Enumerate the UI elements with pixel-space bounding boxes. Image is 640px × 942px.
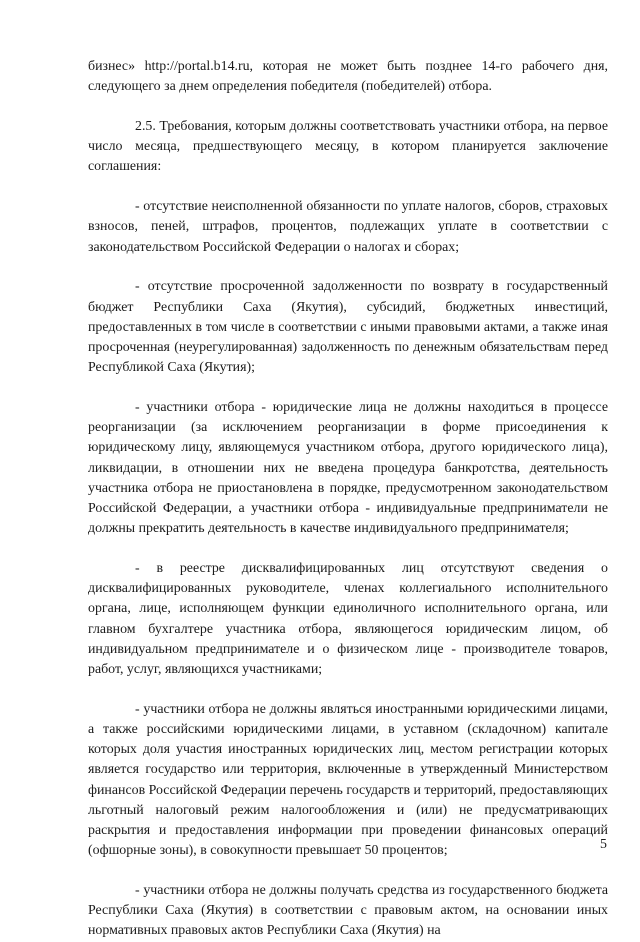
paragraph-overdue-debt: - отсутствие просроченной задолженности по возврату в государственный бюджет Республики Саха (Якутия), субсидий, бюджетных инвестиций, предоставленных в том числе в соответствии с иными правовыми актами, а также иная просроченная (неурегулированная) задолженность по денежным обязательствам перед Республикой Саха (Якутия); [88,279,608,376]
paragraph-foreign-entities: - участники отбора не должны являться иностранными юридическими лицами, а также российскими юридическими лицами, в уставном (складочном) капитале которых доля участия иностранных юридических лиц, местом регистрации которых является государство или территория, включенные в утвержденный Министерством финансов Российской Федерации перечень государств и территорий, предоставляющих льготный налоговый режим налогообложения и (или) не предусматривающих раскрытия и предоставления информации при проведении финансовых операций (офшорные зоны), в совокупности превышает 50 процентов; [88,701,609,859]
paragraph-disqualified-registry: - в реестре дисквалифицированных лиц отсутствуют сведения о дисквалифицированных руководителе, членах коллегиального исполнительного органа, лице, исполняющем функции единоличного исполнительного органа, или главном бухгалтере участника отбора, являющегося юридическим лицом, об индивидуальном предпринимателе и о физическом лице - производителе товаров, работ, услуг, являющихся участниками; [88,561,608,678]
document-body [88,57,608,942]
paragraph-section-2-5: 2.5. Требования, которым должны соответствовать участники отбора, на первое число месяца, предшествующего месяцу, в котором планируется заключение соглашения: [88,119,608,175]
paragraph-continued: бизнес» http://portal.b14.ru, которая не может быть позднее 14-го рабочего дня, следующего за днем определения победителя (победителей) отбора. [88,59,608,95]
page-number: 5 [600,837,607,852]
paragraph-tax-obligations: - отсутствие неисполненной обязанности по уплате налогов, сборов, страховых взносов, пеней, штрафов, процентов, подлежащих уплате в соответствии с законодательством Российской Федерации о налогах и сборах; [88,199,608,255]
paragraph-reorganization: - участники отбора - юридические лица не должны находиться в процессе реорганизации (за исключением реорганизации в форме присоединения к юридическому лицу, являющемуся участником отбора, другого юридического лица), ликвидации, в отношении них не введена процедура банкротства, деятельность участника отбора не приостановлена в порядке, предусмотренном законодательством Российской Федерации, а участники отбора - индивидуальные предприниматели не должны прекратить деятельность в качестве индивидуального предпринимателя; [88,400,608,537]
paragraph-budget-funds: - участники отбора не должны получать средства из государственного бюджета Республики Саха (Якутия) в соответствии с правовым актом, на основании иных нормативных правовых актов Республики Саха (Якутия) на [88,883,608,939]
